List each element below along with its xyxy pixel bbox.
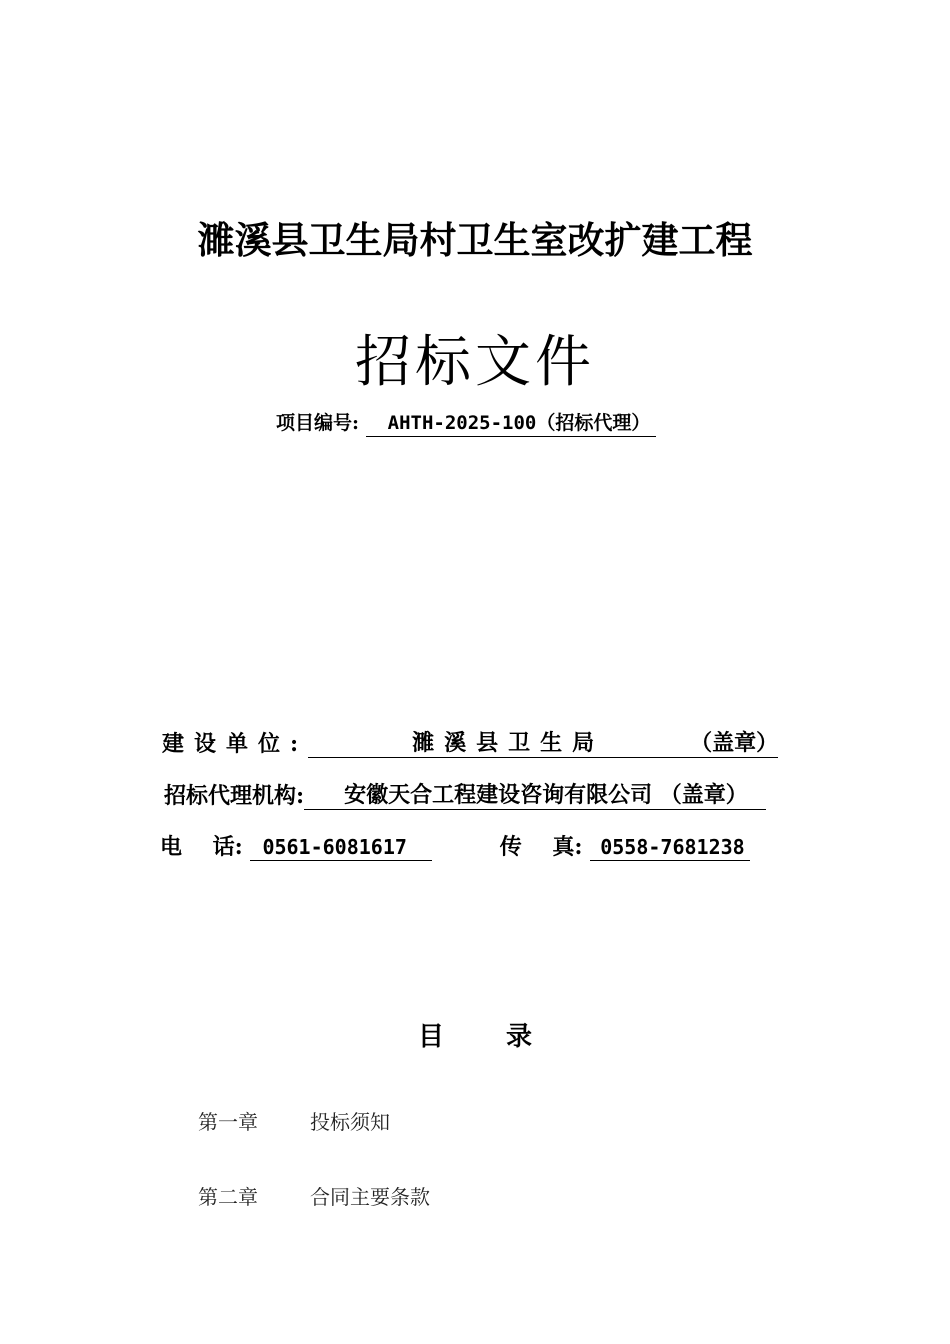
phone-value: 0561-6081617 [250,835,432,861]
toc-item-title: 合同主要条款 [310,1185,430,1209]
fax-value: 0558-7681238 [590,835,750,861]
document-title: 招标文件 [355,330,595,395]
agency-underline [304,778,766,810]
owner-seal: （盖章） [690,730,779,756]
agency-label: 招标代理机构: [164,783,305,809]
toc-chapter: 第一章 [198,1110,258,1134]
owner-value: 濉溪县卫生局 [412,730,605,756]
project-number-label: 项目编号: [276,412,360,434]
fax-label: 传 真: [499,834,583,860]
toc-title-left: 目 [417,1022,444,1052]
project-number-line [276,408,656,437]
toc-item[interactable] [198,1181,430,1210]
toc-chapter: 第二章 [198,1185,258,1209]
toc-title [0,1016,950,1053]
agency-value: 安徽天合工程建设咨询有限公司 （盖章） [344,782,748,808]
project-number-value: AHTH-2025-100（招标代理） [366,408,657,437]
owner-label: 建设单位: [162,731,309,757]
owner-underline [308,726,778,758]
toc-item[interactable] [198,1106,390,1135]
phone-label: 电 话: [160,834,243,860]
project-title: 濉溪县卫生局村卫生室改扩建工程 [197,218,753,262]
toc-title-right: 录 [506,1022,533,1052]
toc-item-title: 投标须知 [310,1110,390,1134]
agency-line [164,778,766,810]
owner-line [162,726,778,758]
contact-line [160,830,750,861]
